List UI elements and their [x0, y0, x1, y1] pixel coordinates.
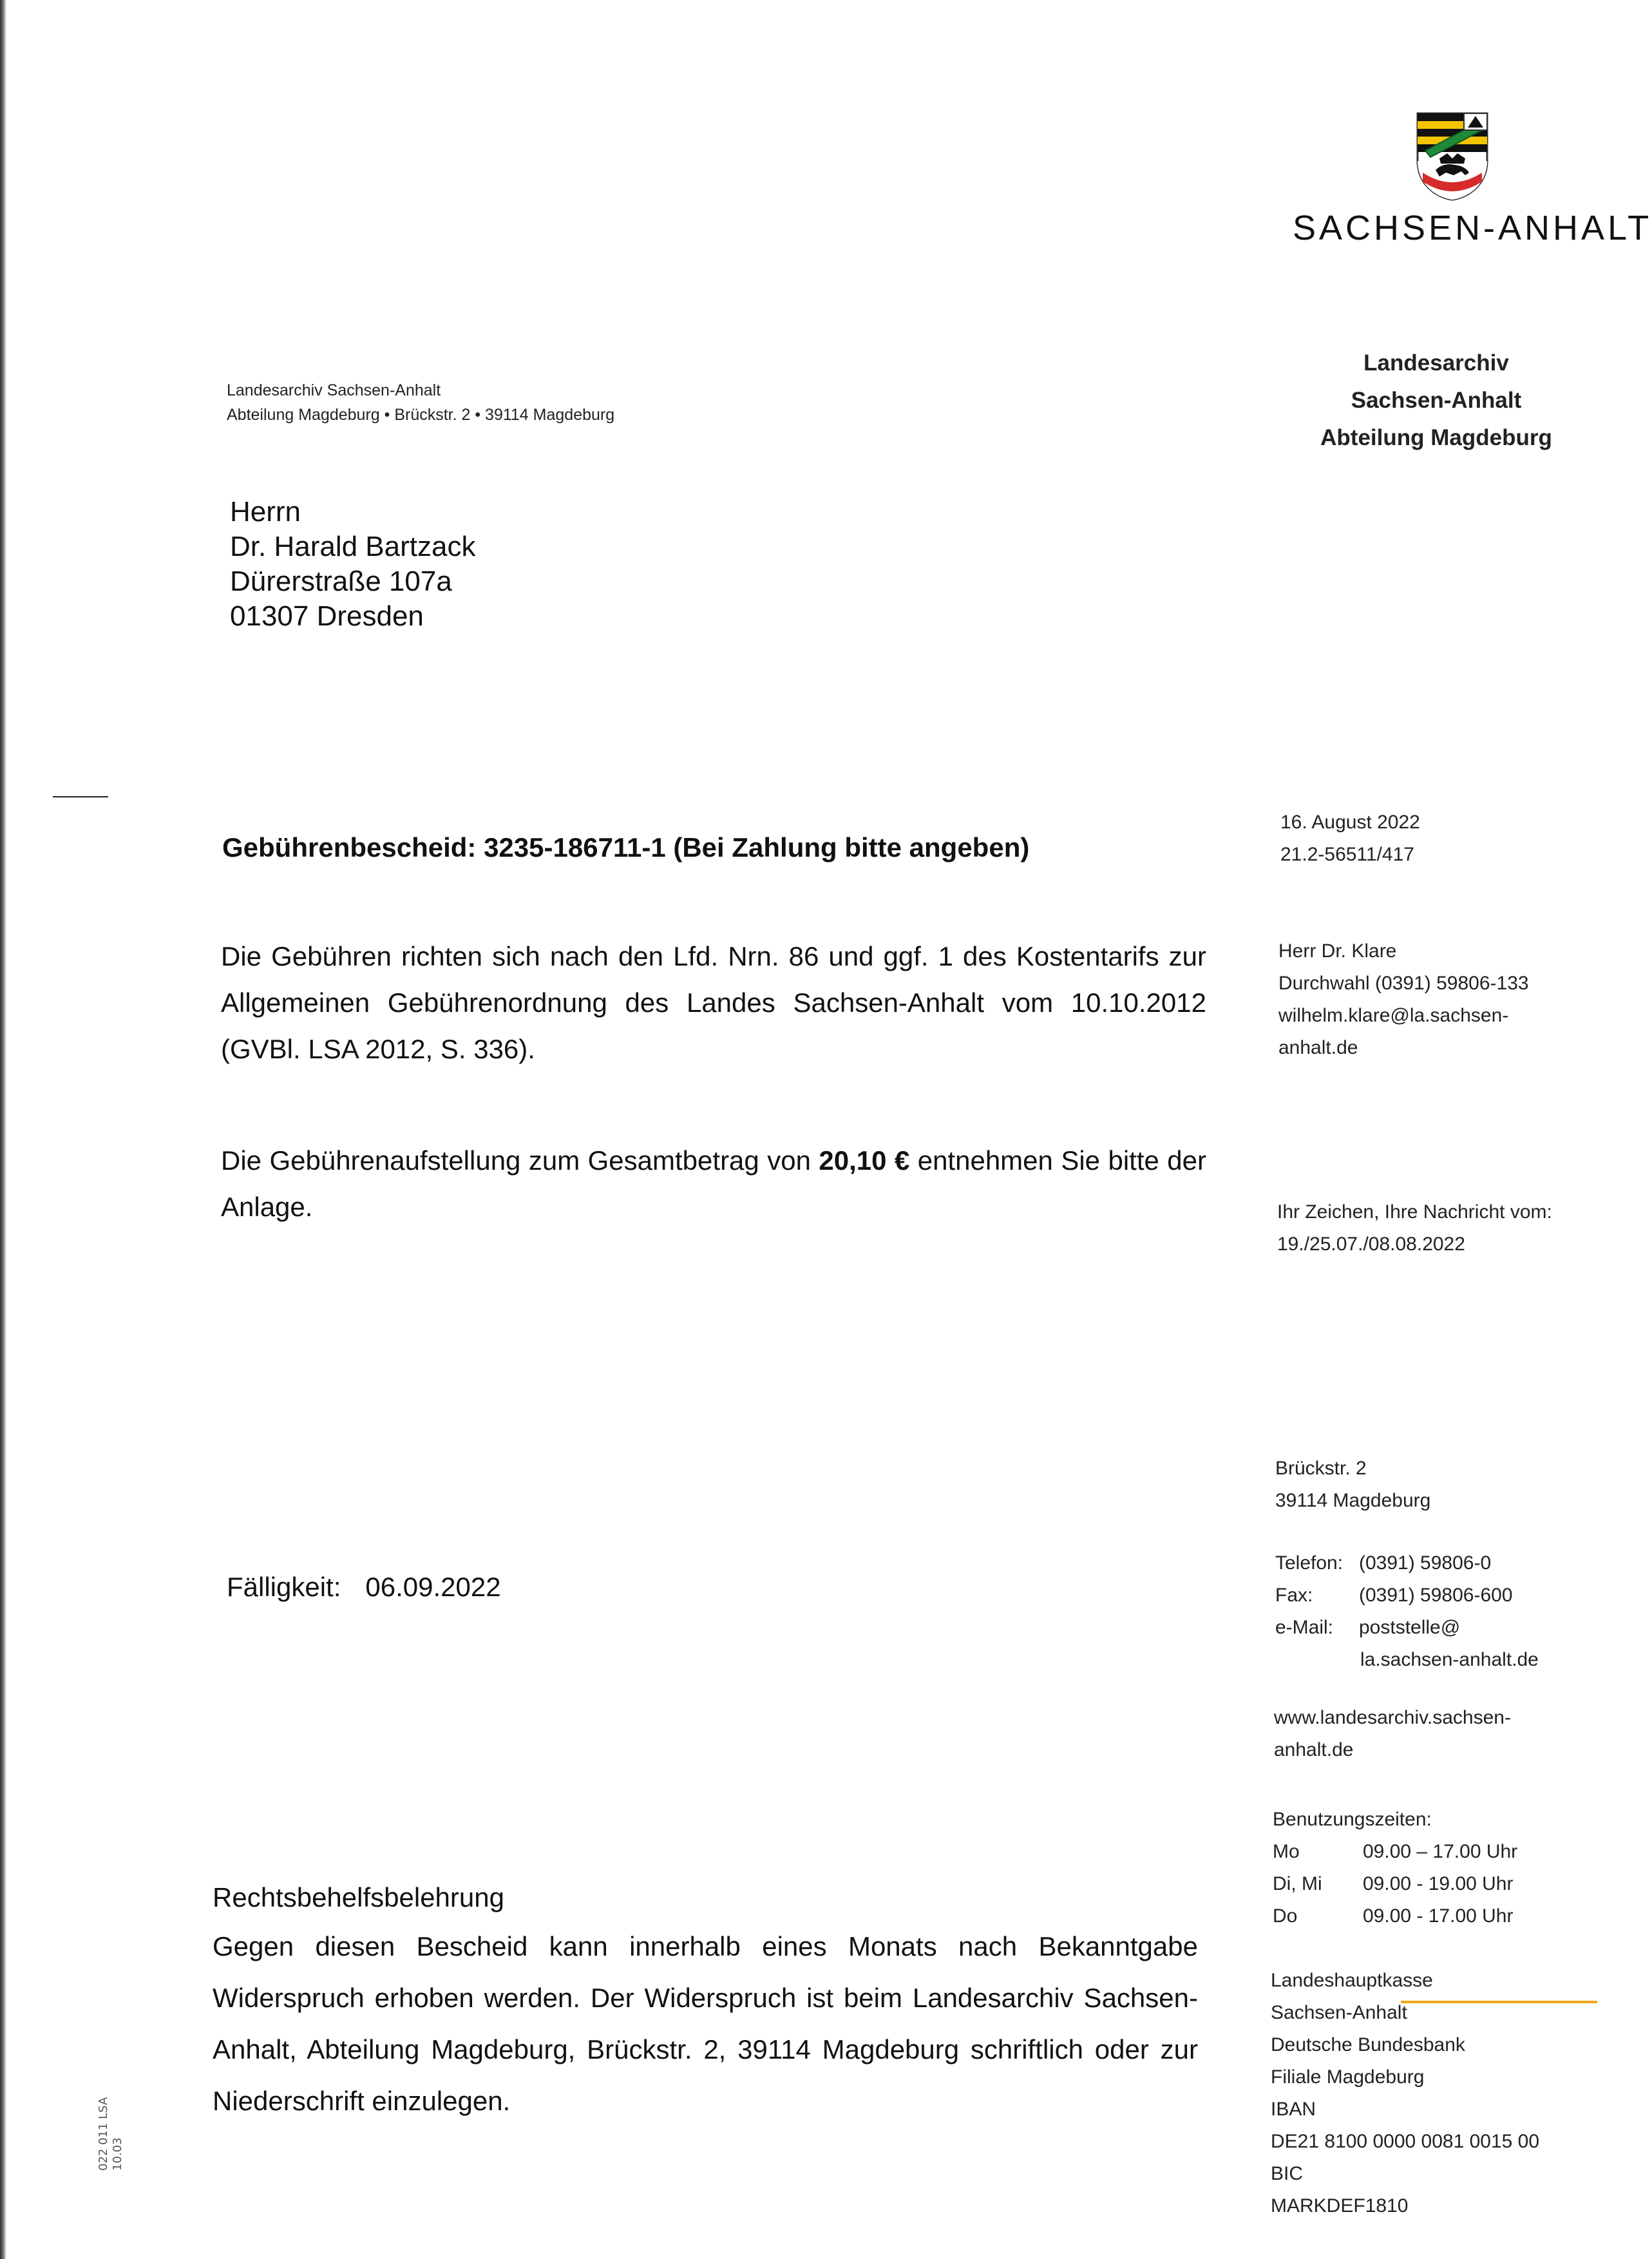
org-line-2: Sachsen-Anhalt: [1351, 388, 1522, 413]
hours-day: Do: [1273, 1905, 1298, 1927]
bank-line-2: Sachsen-Anhalt: [1271, 2002, 1407, 2023]
recipient-city: 01307 Dresden: [230, 600, 424, 632]
reference-value: 19./25.07./08.08.2022: [1277, 1234, 1465, 1255]
fold-mark: [53, 796, 108, 797]
fax-row: [1275, 1579, 1539, 1612]
sidebar-address-block: [1275, 1453, 1430, 1517]
hours-time: 09.00 – 17.00 Uhr: [1363, 1841, 1518, 1862]
hours-day: Mo: [1273, 1841, 1300, 1862]
contact-name: Herr Dr. Klare: [1278, 940, 1397, 962]
recipient-salutation: Herrn: [230, 496, 301, 528]
letter-date: 16. August 2022: [1280, 812, 1420, 833]
paragraph-2-end: entnehmen Sie bitte der Anlage.: [221, 1145, 1206, 1222]
sidebar-web-block: [1274, 1702, 1511, 1766]
form-code: [97, 2097, 125, 2171]
bank-line-1: Landeshauptkasse: [1271, 1970, 1433, 1991]
org-line-3: Abteilung Magdeburg: [1320, 425, 1552, 450]
fax-label: Fax:: [1275, 1585, 1313, 1606]
recipient-name: Dr. Harald Bartzack: [230, 531, 476, 562]
hours-day: Di, Mi: [1273, 1873, 1322, 1894]
subject-line: Gebührenbescheid: 3235-186711-1 (Bei Zahlung bitte angeben): [222, 832, 1030, 863]
phone-label: Telefon:: [1275, 1552, 1343, 1574]
sidebar-contact-block: [1278, 935, 1529, 1064]
reference-label: Ihr Zeichen, Ihre Nachricht vom:: [1277, 1201, 1552, 1223]
coat-of-arms-icon: [1414, 111, 1491, 201]
bic-value: MARKDEF1810: [1271, 2195, 1409, 2216]
legal-remedy-section: [213, 1874, 1198, 2127]
hours-row: [1273, 1900, 1517, 1932]
sidebar-date-block: [1280, 806, 1420, 871]
form-code-line-1: 022 011 LSA: [97, 2097, 110, 2171]
total-amount: 20,10 €: [819, 1145, 910, 1176]
legal-title: Rechtsbehelfsbelehrung: [213, 1882, 504, 1912]
contact-email-line-2: anhalt.de: [1278, 1037, 1358, 1058]
fax-value: (0391) 59806-600: [1359, 1585, 1513, 1606]
sidebar-communication-block: [1275, 1547, 1539, 1676]
org-line-1: Landesarchiv: [1363, 350, 1509, 376]
phone-row: [1275, 1547, 1539, 1579]
due-value: 06.09.2022: [365, 1572, 501, 1602]
due-label: Fälligkeit:: [227, 1572, 341, 1602]
website-line-2: anhalt.de: [1274, 1739, 1354, 1760]
paragraph-2-start: Die Gebührenaufstellung zum Gesamtbetrag von: [221, 1145, 819, 1176]
email-value-1: poststelle@: [1359, 1617, 1461, 1638]
hours-title: Benutzungszeiten:: [1273, 1809, 1432, 1830]
body-paragraph-2: [221, 1138, 1206, 1230]
scan-edge: [0, 0, 6, 2259]
file-number: 21.2-56511/417: [1280, 844, 1414, 865]
sidebar-bank-block: [1271, 1965, 1539, 2222]
form-code-line-2: 10.03: [111, 2137, 124, 2171]
contact-email-line-1: wilhelm.klare@la.sachsen-: [1278, 1005, 1509, 1026]
office-street: Brückstr. 2: [1275, 1458, 1367, 1479]
sender-line-1: Landesarchiv Sachsen-Anhalt: [227, 381, 441, 399]
iban-label: IBAN: [1271, 2099, 1316, 2120]
recipient-street: Dürerstraße 107a: [230, 566, 452, 597]
sidebar-reference-block: [1277, 1196, 1552, 1261]
email-value-2: la.sachsen-anhalt.de: [1360, 1649, 1539, 1670]
hours-time: 09.00 - 17.00 Uhr: [1363, 1905, 1514, 1927]
hours-row: [1273, 1836, 1517, 1868]
bank-line-3: Deutsche Bundesbank: [1271, 2034, 1465, 2055]
sender-line-2: Abteilung Magdeburg • Brückstr. 2 • 39114 Magdeburg: [227, 406, 615, 424]
recipient-address: [230, 495, 475, 634]
bank-line-4: Filiale Magdeburg: [1271, 2066, 1425, 2088]
iban-value: DE21 8100 0000 0081 0015 00: [1271, 2131, 1540, 2152]
body-paragraph-1: Die Gebühren richten sich nach den Lfd. Nrn. 86 und ggf. 1 des Kostentarifs zur Allgemeinen Gebührenordnung des Landes Sachsen-Anhalt vom 10.10.2012 (GVBl. LSA 2012, S. 336).: [221, 941, 1206, 1064]
sender-return-address: [227, 378, 614, 427]
due-date: [227, 1572, 501, 1603]
hours-row: [1273, 1868, 1517, 1900]
brand-wordmark: SACHSEN-ANHALT: [1293, 209, 1652, 247]
bic-label: BIC: [1271, 2163, 1304, 2184]
sidebar-hours-block: [1273, 1804, 1517, 1932]
contact-phone: Durchwahl (0391) 59806-133: [1278, 973, 1529, 994]
phone-value: (0391) 59806-0: [1359, 1552, 1492, 1574]
email-row: [1275, 1612, 1539, 1644]
website-line-1: www.landesarchiv.sachsen-: [1274, 1707, 1511, 1728]
hours-time: 09.00 - 19.00 Uhr: [1363, 1873, 1514, 1894]
legal-text: Gegen diesen Bescheid kann innerhalb eines Monats nach Bekanntgabe Widerspruch erhoben werden. Der Widerspruch ist beim Landesarchiv Sachsen-Anhalt, Abteilung Magdeburg, Brückstr. 2, 39114 Magdeburg schriftlich oder zur Niederschrift einzulegen.: [213, 1931, 1198, 2116]
office-city: 39114 Magdeburg: [1275, 1490, 1431, 1511]
organization-block: [1288, 345, 1584, 457]
email-label: e-Mail:: [1275, 1617, 1334, 1638]
